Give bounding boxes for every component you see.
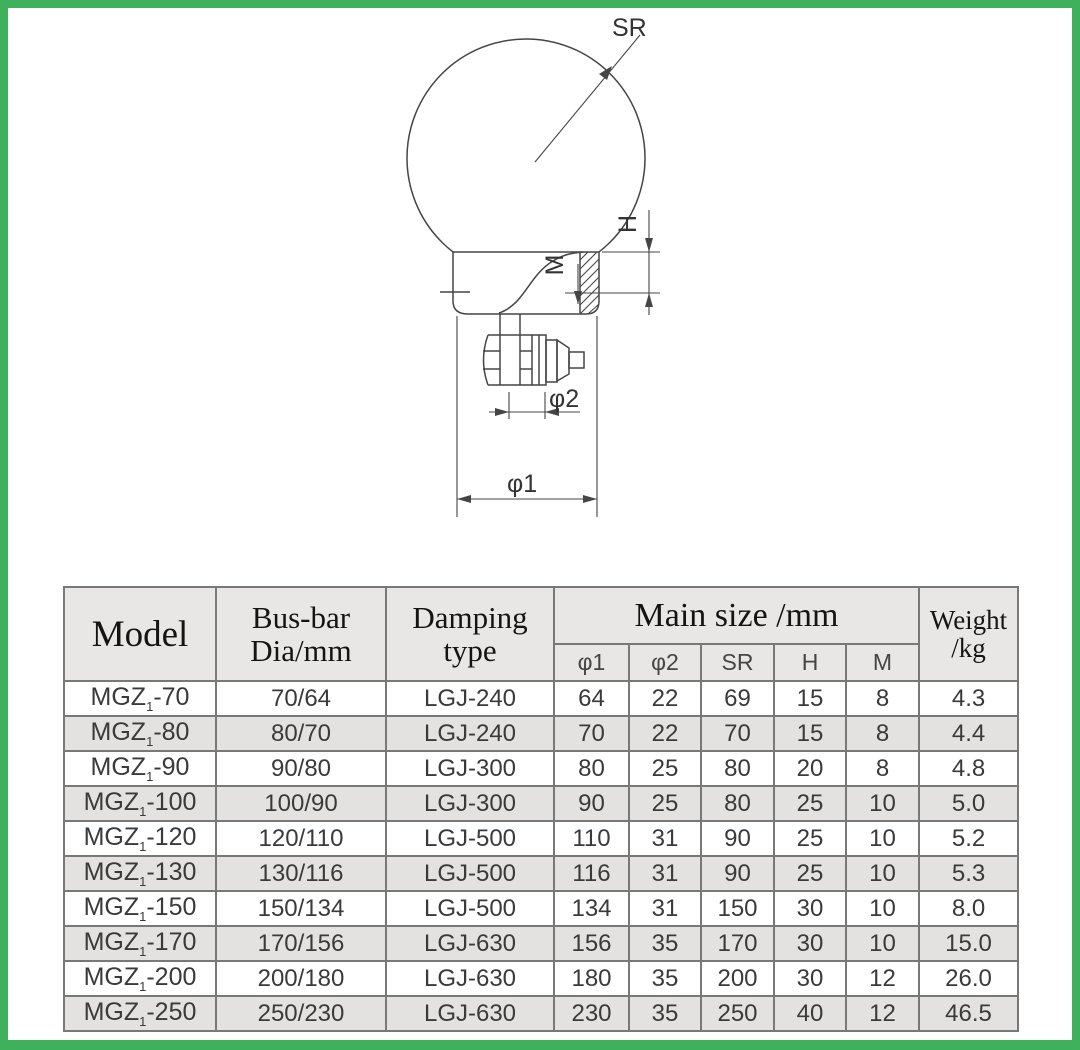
spec-table-body — [64, 681, 1018, 1031]
header-main-size: Main size /mm — [554, 587, 919, 644]
sr-cell: 250 — [701, 996, 774, 1031]
busbar-cell: 70/64 — [216, 681, 386, 716]
phi1-cell: 70 — [554, 716, 629, 751]
table-row — [64, 961, 1018, 996]
h-cell: 20 — [774, 751, 846, 786]
phi2-cell: 35 — [629, 996, 701, 1031]
weight-cell: 15.0 — [919, 926, 1018, 961]
table-row — [64, 926, 1018, 961]
technical-drawing — [8, 8, 1072, 578]
phi2-cell: 35 — [629, 961, 701, 996]
h-cell: 25 — [774, 856, 846, 891]
sphere-outline — [407, 39, 645, 277]
subheader-sr: SR — [701, 644, 774, 681]
phi1-cell: 180 — [554, 961, 629, 996]
table-row — [64, 891, 1018, 926]
sr-cell: 90 — [701, 821, 774, 856]
phi1-cell: 156 — [554, 926, 629, 961]
model-cell: $MGZ_1-90$ — [64, 751, 216, 786]
model-cell: $MGZ_1-130$ — [64, 856, 216, 891]
phi2-cell: 25 — [629, 751, 701, 786]
m-cell: 8 — [846, 751, 919, 786]
busbar-cell: 120/110 — [216, 821, 386, 856]
busbar-cell: 130/116 — [216, 856, 386, 891]
weight-cell: 5.0 — [919, 786, 1018, 821]
damping-cell: LGJ-500 — [386, 821, 554, 856]
weight-cell: 4.4 — [919, 716, 1018, 751]
h-label: H — [614, 214, 642, 234]
weight-cell: 5.3 — [919, 856, 1018, 891]
sr-cell: 80 — [701, 786, 774, 821]
phi2-label: φ2 — [549, 385, 580, 413]
m-cell: 8 — [846, 716, 919, 751]
h-cell: 25 — [774, 786, 846, 821]
phi2-cell: 22 — [629, 681, 701, 716]
phi1-cell: 80 — [554, 751, 629, 786]
header-weight-line2: /kg — [951, 633, 986, 663]
busbar-cell: 100/90 — [216, 786, 386, 821]
subheader-phi2: φ2 — [629, 644, 701, 681]
sr-cell: 90 — [701, 856, 774, 891]
model-cell: $MGZ_1-70$ — [64, 681, 216, 716]
header-busbar — [216, 587, 386, 681]
subheader-phi1: φ1 — [554, 644, 629, 681]
sr-cell: 200 — [701, 961, 774, 996]
busbar-cell: 250/230 — [216, 996, 386, 1031]
sr-cell: 80 — [701, 751, 774, 786]
header-weight-line1: Weight — [929, 604, 1008, 635]
weight-cell: 4.3 — [919, 681, 1018, 716]
m-cell: 8 — [846, 681, 919, 716]
damping-cell: LGJ-300 — [386, 751, 554, 786]
subheader-h: H — [774, 644, 846, 681]
header-weight — [919, 587, 1018, 681]
damping-cell: LGJ-240 — [386, 716, 554, 751]
model-cell: $MGZ_1-200$ — [64, 961, 216, 996]
weight-cell: 5.2 — [919, 821, 1018, 856]
sr-cell: 170 — [701, 926, 774, 961]
h-cell: 40 — [774, 996, 846, 1031]
m-cell: 10 — [846, 821, 919, 856]
header-damping-line1: Damping — [412, 599, 528, 635]
h-cell: 30 — [774, 926, 846, 961]
table-row — [64, 681, 1018, 716]
phi1-cell: 230 — [554, 996, 629, 1031]
phi2-cell: 31 — [629, 821, 701, 856]
busbar-cell: 80/70 — [216, 716, 386, 751]
table-row — [64, 751, 1018, 786]
phi2-cell: 22 — [629, 716, 701, 751]
collar-outline — [453, 252, 599, 314]
table-row — [64, 856, 1018, 891]
busbar-cell: 90/80 — [216, 751, 386, 786]
table-row — [64, 716, 1018, 751]
phi1-cell: 110 — [554, 821, 629, 856]
m-cell: 12 — [846, 961, 919, 996]
model-cell: $MGZ_1-80$ — [64, 716, 216, 751]
phi1-cell: 116 — [554, 856, 629, 891]
table-row — [64, 786, 1018, 821]
weight-cell: 46.5 — [919, 996, 1018, 1031]
phi2-cell: 31 — [629, 856, 701, 891]
m-cell: 10 — [846, 891, 919, 926]
model-cell: $MGZ_1-120$ — [64, 821, 216, 856]
weight-cell: 4.8 — [919, 751, 1018, 786]
sr-cell: 70 — [701, 716, 774, 751]
subheader-m: M — [846, 644, 919, 681]
model-cell: $MGZ_1-150$ — [64, 891, 216, 926]
phi2-cell: 35 — [629, 926, 701, 961]
sr-cell: 69 — [701, 681, 774, 716]
table-row — [64, 821, 1018, 856]
h-cell: 30 — [774, 961, 846, 996]
header-damping-line2: type — [443, 633, 497, 668]
damping-cell: LGJ-300 — [386, 786, 554, 821]
h-cell: 25 — [774, 821, 846, 856]
damping-cell: LGJ-630 — [386, 996, 554, 1031]
busbar-cell: 200/180 — [216, 961, 386, 996]
damping-cell: LGJ-630 — [386, 926, 554, 961]
busbar-cell: 170/156 — [216, 926, 386, 961]
header-model: Model — [64, 587, 216, 681]
phi1-cell: 90 — [554, 786, 629, 821]
h-cell: 30 — [774, 891, 846, 926]
busbar-cell: 150/134 — [216, 891, 386, 926]
m-cell: 10 — [846, 786, 919, 821]
damping-cell: LGJ-500 — [386, 856, 554, 891]
model-cell: $MGZ_1-100$ — [64, 786, 216, 821]
header-damping — [386, 587, 554, 681]
model-cell: $MGZ_1-250$ — [64, 996, 216, 1031]
weight-cell: 26.0 — [919, 961, 1018, 996]
sr-cell: 150 — [701, 891, 774, 926]
phi2-cell: 31 — [629, 891, 701, 926]
part-outline — [407, 39, 645, 385]
damping-cell: LGJ-500 — [386, 891, 554, 926]
bolt-assembly — [483, 335, 584, 385]
weight-cell: 8.0 — [919, 891, 1018, 926]
spec-table — [63, 586, 1019, 1032]
sr-label: SR — [612, 14, 647, 42]
phi1-cell: 134 — [554, 891, 629, 926]
damping-cell: LGJ-240 — [386, 681, 554, 716]
m-cell: 10 — [846, 926, 919, 961]
header-busbar-line2: Dia/mm — [250, 633, 352, 668]
m-label: M — [541, 254, 569, 276]
phi2-cell: 25 — [629, 786, 701, 821]
h-cell: 15 — [774, 716, 846, 751]
h-cell: 15 — [774, 681, 846, 716]
phi1-cell: 64 — [554, 681, 629, 716]
sr-leader-line — [535, 35, 640, 162]
model-cell: $MGZ_1-170$ — [64, 926, 216, 961]
table-row — [64, 996, 1018, 1031]
m-cell: 10 — [846, 856, 919, 891]
phi1-label: φ1 — [507, 470, 538, 498]
damping-cell: LGJ-630 — [386, 961, 554, 996]
content-area — [8, 8, 1072, 1040]
header-busbar-line1: Bus-bar — [251, 599, 351, 635]
m-cell: 12 — [846, 996, 919, 1031]
